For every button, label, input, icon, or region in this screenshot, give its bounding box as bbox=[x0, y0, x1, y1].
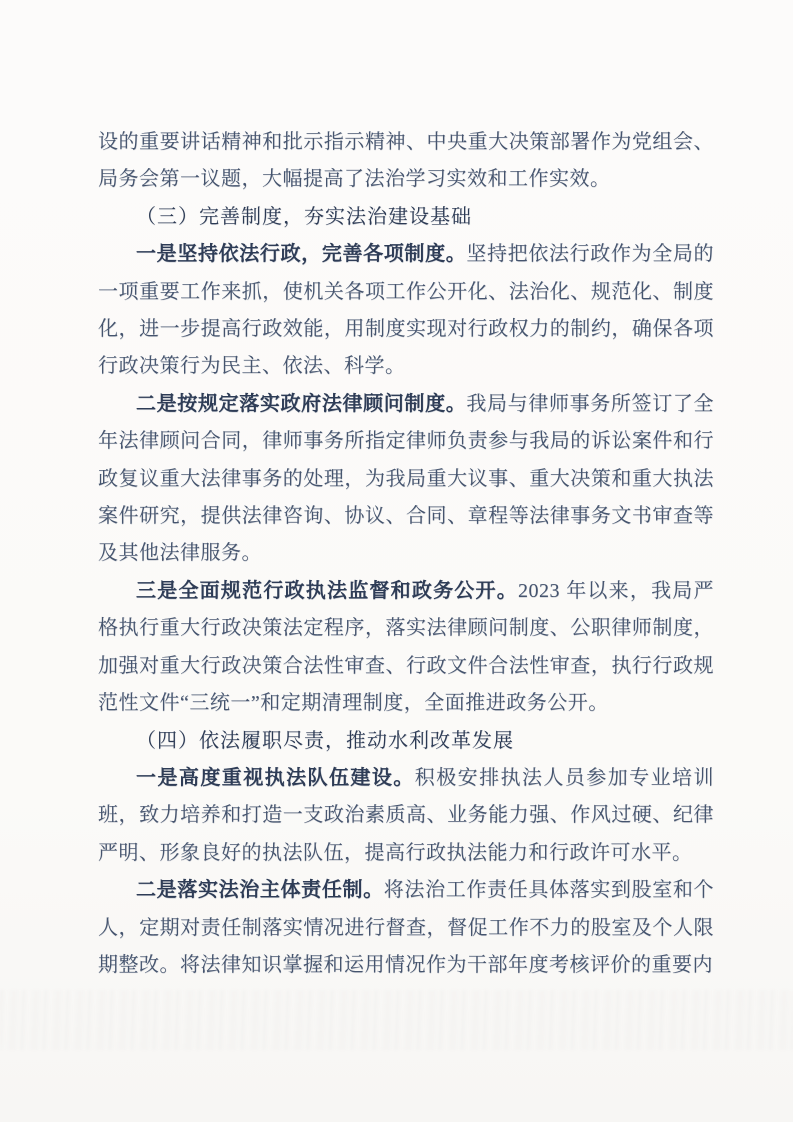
scan-bleed-texture bbox=[0, 990, 793, 1050]
paragraph bbox=[98, 760, 714, 872]
paragraph-text: 设的重要讲话精神和批示指示精神、中央重大决策部署作为党组会、局务会第一议题，大幅提高了法治学习实效和工作实效。 bbox=[98, 131, 714, 191]
paragraph bbox=[98, 236, 714, 386]
paragraph-text: 积极安排执法人员参加专业培训班，致力培养和打造一支政治素质高、业务能力强、作风过硬、纪律严明、形象良好的执法队伍，提高行政执法能力和行政许可水平。 bbox=[98, 766, 714, 864]
paragraph-lead: 一是坚持依法行政，完善各项制度。 bbox=[136, 243, 467, 266]
paragraph-text: 2023 年以来，我局严格执行重大行政决策法定程序，落实法律顾问制度、公职律师制度，加强对重大行政决策合法性审查、行政文件合法性审查，执行行政规范性文件“三统一”和定期清理制度，全面推进政务公开。 bbox=[98, 579, 715, 715]
paragraph-lead: 一是高度重视执法队伍建设。 bbox=[136, 766, 415, 789]
paragraph-text: 我局与律师事务所签订了全年法律顾问合同，律师事务所指定律师负责参与我局的诉讼案件和行政复议重大法律事务的处理，为我局重大议事、重大决策和重大执法案件研究，提供法律咨询、协议、合同、章程等法律事务文书审查等及其他法律服务。 bbox=[98, 392, 715, 565]
paragraph-text: 坚持把依法行政作为全局的一项重要工作来抓，使机关各项工作公开化、法治化、规范化、制度化，进一步提高行政效能，用制度实现对行政权力的制约，确保各项行政决策行为民主、依法、科学。 bbox=[98, 243, 715, 378]
section-heading-four: （四）依法履职尽责，推动水利改革发展 bbox=[136, 729, 514, 752]
paragraph bbox=[98, 386, 714, 573]
paragraph-continuation bbox=[98, 124, 714, 199]
section-heading-three: （三）完善制度，夯实法治建设基础 bbox=[136, 205, 472, 228]
paragraph bbox=[98, 573, 714, 723]
paragraph-lead: 二是落实法治主体责任制。 bbox=[136, 879, 384, 902]
paragraph-lead: 三是全面规范行政执法监督和政务公开。 bbox=[136, 579, 518, 602]
paragraph bbox=[98, 872, 714, 984]
paragraph-text: 将法治工作责任具体落实到股室和个人，定期对责任制落实情况进行督查，督促工作不力的股室及个人限期整改。将法律知识掌握和运用情况作为干部年度考核评价的重要内 bbox=[98, 879, 715, 976]
document-text-block bbox=[98, 124, 714, 984]
paragraph-lead: 二是按规定落实政府法律顾问制度。 bbox=[136, 392, 467, 415]
